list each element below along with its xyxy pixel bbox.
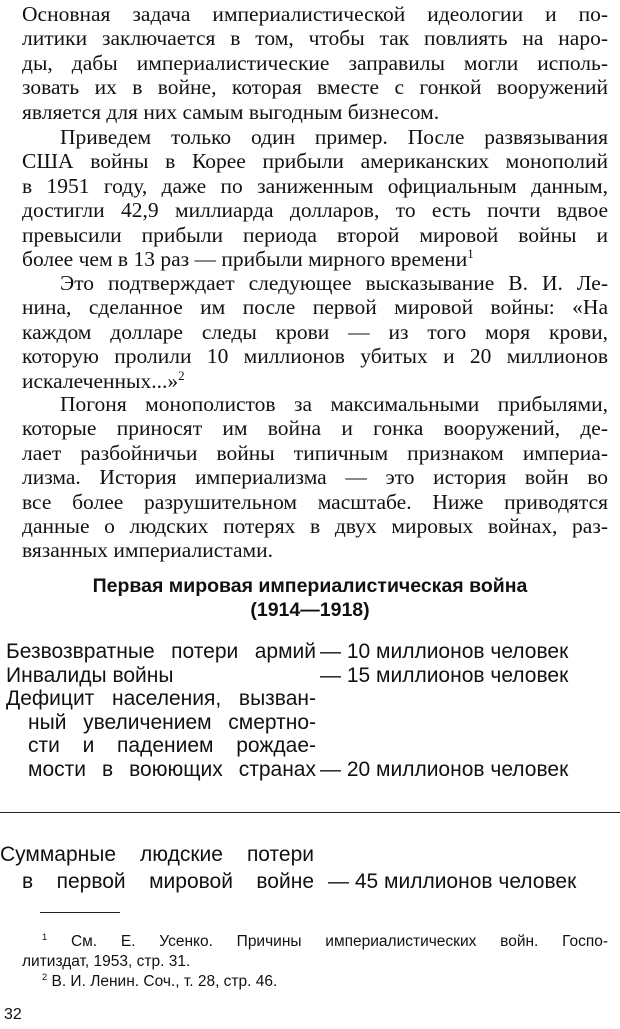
text-line: каждом долларе следы крови — из того моря крови, — [22, 319, 608, 344]
footnote-ref: 2 — [178, 368, 185, 383]
footnote-line: литиздат, 1953, стр. 31. — [22, 953, 191, 970]
text-line: все более разрушительном масштабе. Ниже приводятся — [22, 489, 608, 514]
row-label: сти и падением рождае- — [28, 734, 316, 757]
summary-label: в первой мировой войне — [22, 870, 314, 893]
text-line: нина, сделанное им после первой мировой войны: «На — [22, 295, 608, 320]
paragraph-1 — [22, 2, 608, 124]
divider-rule — [0, 812, 620, 813]
text-line: которые приносят им война и гонка вооружений, де- — [22, 416, 608, 441]
text-line: литики заключается в том, чтобы так повлиять на наро- — [22, 26, 608, 51]
text-line: лает разбойничьи войны типичным признаком империа- — [22, 440, 608, 465]
paragraph-3 — [22, 271, 608, 393]
footnote-separator — [40, 912, 120, 913]
table-row — [0, 868, 600, 895]
summary-value: — 45 миллионов человек — [328, 870, 577, 893]
text-fragment: более чем в 13 раз — прибыли мирного времени — [22, 247, 468, 272]
text-line: лизма. История империализма — это история войн во — [22, 465, 608, 490]
page-number: 32 — [4, 1006, 22, 1023]
footnote-mark: 1 — [42, 931, 48, 942]
row-label: мости в воюющих странах — [28, 757, 316, 781]
row-value: — 10 миллионов человек — [320, 640, 569, 663]
row-value: — 20 миллионов человек — [320, 757, 569, 781]
footnotes — [22, 932, 608, 992]
footnote-ref: 1 — [467, 246, 474, 261]
row-label: Безвозвратные потери армий — [6, 640, 316, 663]
section-years: (1914—1918) — [250, 599, 370, 621]
footnote-mark: 2 — [42, 971, 48, 982]
row-label: ный увеличением смертно- — [28, 710, 316, 734]
table-row — [6, 640, 606, 664]
text-line: которую пролили 10 миллионов убитых и 20 миллионов — [22, 344, 608, 369]
text-line: является для них самым выгодным бизнесом. — [22, 99, 440, 124]
footnote-line — [22, 932, 608, 952]
text-line: вязанных империалистами. — [22, 538, 273, 563]
paragraph-2 — [22, 125, 608, 271]
text-line: Погоня монополистов за максимальными прибылями, — [60, 392, 608, 416]
text-line: Это подтверждает следующее высказывание В. И. Ле- — [60, 271, 608, 295]
summary-label: Суммарные людские потери — [0, 843, 314, 866]
summary-block — [0, 841, 600, 895]
text-line: зовать их в войне, которая вместе с гонкой вооружений — [22, 75, 608, 100]
row-label: Дефицит населения, вызван- — [6, 687, 316, 710]
footnote-text: В. И. Ленин. Соч., т. 28, стр. 46. — [51, 973, 278, 990]
losses-table — [6, 640, 606, 781]
text-fragment: искалеченных...» — [22, 368, 179, 393]
text-line: в 1951 году, даже по заниженным официальным данным, — [22, 173, 608, 198]
table-row — [6, 758, 606, 782]
text-line: данные о людских потерях в двух мировых войнах, раз- — [22, 514, 608, 539]
text-line: Основная задача империалистической идеологии и по- — [22, 2, 608, 26]
table-row — [0, 841, 600, 868]
table-row — [6, 664, 606, 688]
footnote-text: См. Е. Усенко. Причины империалистических войн. Госпо- — [70, 933, 609, 950]
text-line: достигли 42,9 миллиарда долларов, то есть почти вдвое — [22, 198, 608, 223]
text-line: США войны в Корее прибыли американских монополий — [22, 149, 608, 174]
table-row — [6, 687, 606, 711]
text-line: превысили прибыли периода второй мировой войны и — [22, 222, 608, 247]
text-line: Приведем только один пример. После развязывания — [60, 125, 608, 149]
text-line — [22, 369, 608, 393]
text-line — [22, 247, 608, 271]
table-row — [6, 734, 606, 758]
section-title: Первая мировая империалистическая война — [92, 575, 528, 597]
paragraph-4 — [22, 392, 608, 563]
row-label: Инвалиды войны — [6, 663, 174, 687]
table-row — [6, 711, 606, 735]
row-value: — 15 миллионов человек — [320, 663, 569, 687]
footnote-line — [22, 972, 608, 992]
text-line: ды, дабы империалистические заправилы могли исполь- — [22, 50, 608, 75]
